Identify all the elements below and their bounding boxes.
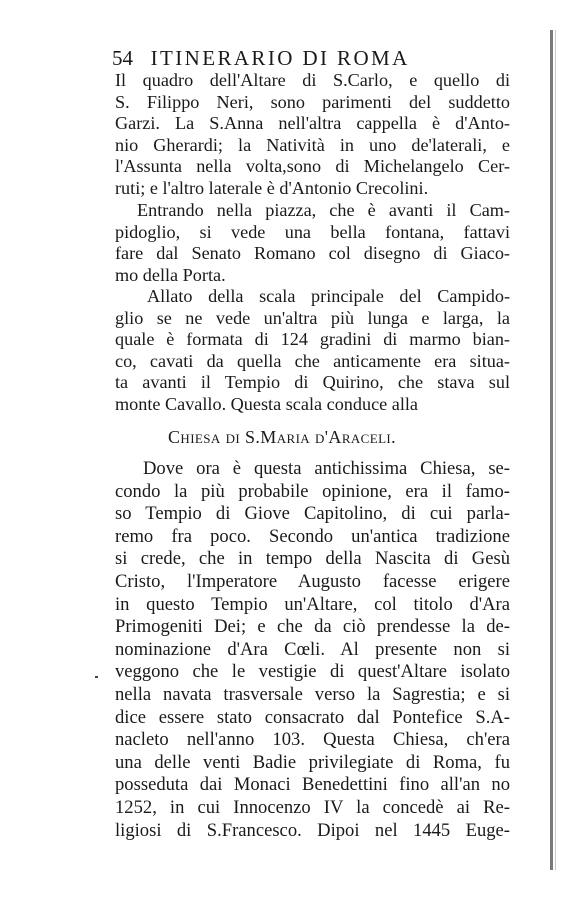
text-line: so Tempio di Giove Capitolino, di cui parla-	[115, 503, 510, 525]
text-line: Garzi. La S.Anna nell'altra cappella è d'Anto-	[115, 113, 510, 134]
text-line: condo la più probabile opinione, era il famo-	[115, 480, 510, 502]
text-line: nio Gherardi; la Natività in uno de'laterali, e	[115, 134, 510, 155]
text-line: pidoglio, si vede una bella fontana, fattavi	[115, 221, 510, 242]
text-line: ligiosi di S.Francesco. Dipoi nel 1445 Euge-	[115, 819, 510, 841]
text-line: ruti; e l'altro laterale è d'Antonio Crecolini.	[115, 177, 429, 198]
text-line: in questo Tempio un'Altare, col titolo d'Ara	[115, 593, 510, 615]
text-line: co, cavati da quella che anticamente era situa-	[115, 350, 510, 371]
text-line: veggono che le vestigie di quest'Altare isolato	[115, 661, 510, 683]
text-line: si crede, che in tempo della Nascita di Gesù	[115, 548, 510, 570]
text-line: posseduta dai Monaci Benedettini fino all'an no	[115, 774, 510, 796]
text-line: Il quadro dell'Altare di S.Carlo, e quello di	[115, 70, 510, 90]
text-line: Entrando nella piazza, che è avanti il Cam-	[137, 200, 510, 220]
paragraph-3	[115, 286, 510, 416]
text-line: S. Filippo Neri, sono parimenti del suddetto	[115, 91, 510, 112]
paragraph-2	[115, 200, 510, 286]
text-line: monte Cavallo. Questa scala conduce alla	[115, 393, 419, 414]
running-header	[112, 46, 472, 70]
text-line: dice essere stato consacrato dal Pontefice S.A-	[115, 706, 510, 728]
text-line: Dove ora è questa antichissima Chiesa, se-	[143, 458, 510, 479]
page-number: 54	[112, 46, 133, 70]
text-line: Cristo, l'Imperatore Augusto facesse erigere	[115, 570, 510, 592]
section-heading: Chiesa di S.Maria d'Araceli.	[168, 427, 397, 447]
text-line: nella navata trasversale verso la Sagrestia; e si	[115, 683, 510, 705]
paragraph-1	[115, 70, 510, 200]
text-line: una delle venti Badie privilegiate di Roma, fu	[115, 751, 510, 773]
text-line: quale è formata di 124 gradini di marmo bian-	[115, 329, 510, 350]
text-line: nominazione d'Ara Cœli. Al presente non si	[115, 638, 510, 660]
page-gutter-edge	[550, 30, 553, 870]
page-gutter-shadow	[555, 30, 556, 870]
text-line: glio se ne vede un'altra più lunga e larga, la	[115, 307, 510, 328]
text-line: fare dal Senato Romano col disegno di Giaco-	[115, 243, 510, 264]
text-line: remo fra poco. Secondo un'antica tradizione	[115, 525, 510, 547]
running-title: ITINERARIO DI ROMA	[150, 46, 410, 70]
text-line: Primogeniti Dei; e che da ciò prendesse la de-	[115, 616, 510, 638]
text-line: ta avanti il Tempio di Quirino, che stava sul	[115, 372, 510, 393]
text-line: l'Assunta nella volta,sono di Michelangelo Cer-	[115, 156, 510, 177]
margin-ink-mark	[95, 676, 98, 678]
text-line: 1252, in cui Innocenzo IV la concedè ai Re-	[115, 796, 510, 818]
paragraph-4	[115, 458, 510, 842]
text-line: nacleto nell'anno 103. Questa Chiesa, ch'era	[115, 729, 510, 751]
text-line: mo della Porta.	[115, 264, 226, 285]
text-line: Allato della scala principale del Campido-	[147, 286, 510, 306]
